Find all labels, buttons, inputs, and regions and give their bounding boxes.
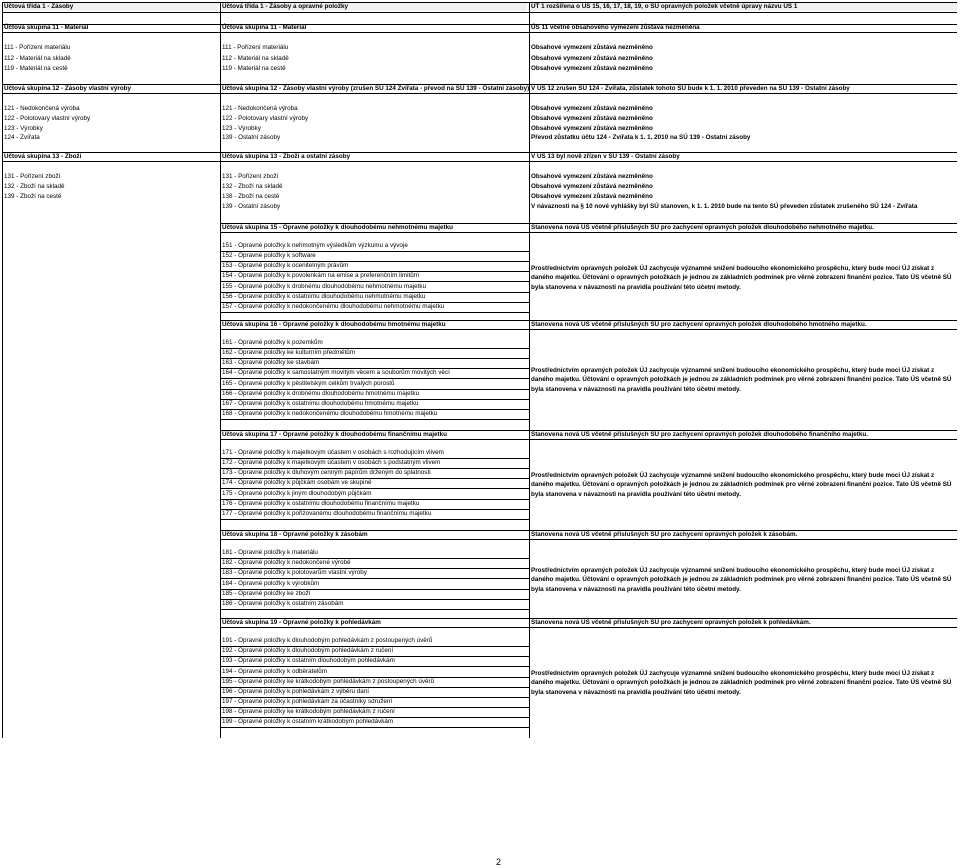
group-item: 191 - Opravné položky k dlouhodobým pohledávkám z postoupených úvěrů [222, 637, 433, 644]
s11-col3: ÚS 11 včetně obsahového vymezení zůstává nezměněna [531, 24, 700, 31]
group-item-line [220, 312, 529, 313]
header-col3: ÚT 1 rozšířena o ÚS 15, 16, 17, 18, 19, o SÚ opravných položek včetně úpravy názvu ÚS 1 [531, 3, 957, 11]
s13-r2-c3: Obsahové vymezení zůstává nezměněno [531, 193, 653, 200]
group-item: 184 - Opravné položky k výrobkům [222, 579, 320, 587]
s12-r0-c2: 121 - Nedokončená výroba [222, 105, 298, 112]
group-title-line [220, 439, 957, 440]
group-note: Stanovena nová ÚS včetně příslušných SÚ pro zachycení opravných položek dlouhodobého nehmotného majetku. [531, 224, 874, 231]
group-item: 163 - Opravné položky ke stavbám [222, 359, 320, 367]
s11-r0-c3: Obsahové vymezení zůstává nezměněno [531, 44, 653, 51]
group-note: Stanovena nová ÚS včetně příslušných SÚ pro zachycení opravných položek dlouhodobého finančního majetku. [531, 431, 868, 438]
s12-r1-c1: 122 - Polotovary vlastní výroby [4, 115, 91, 122]
s12-r1-c3: Obsahové vymezení zůstává nezměněno [531, 115, 653, 122]
group-explanation: Prostřednictvím opravných položek ÚJ zachycuje významné snížení budoucího ekonomického prospěchu, který bude moci ÚJ získat z daného majetku. Účtování o opravných položkách je jednou ze základních podmínek pro věrné zobrazení finanční pozice. Tato ÚS včetně SÚ byla stanovena v návaznosti na pravidla používání této účetní metody. [531, 471, 952, 498]
group-item: 167 - Opravné položky k ostatnímu dlouhodobému hmotnému majetku [222, 399, 419, 407]
group-item: 161 - Opravné položky k pozemkům [222, 339, 323, 346]
s13-r2-c2: 138 - Zboží na cestě [222, 193, 280, 200]
group-item: 182 - Opravné položky k nedokončené výrobě [222, 559, 351, 567]
s11-col1: Účtová skupina 11 - Materiál [4, 24, 89, 31]
s13-r3-c2: 139 - Ostatní zásoby [222, 203, 281, 210]
header-col2: Účtová třída 1 - Zásoby a opravné položky [222, 3, 527, 11]
header-bottom-line [2, 12, 957, 13]
group-note: Stanovena nová ÚS včetně příslušných SÚ pro zachycení opravných položek k zásobám. [531, 531, 798, 538]
s13-r0-c2: 131 - Pořízení zboží [222, 173, 279, 180]
s11-col2: Účtová skupina 11 - Materiál [222, 24, 307, 31]
s12-r2-c3: Obsahové vymezení zůstává nezměněno [531, 125, 653, 132]
group-item: 155 - Opravné položky k drobnému dlouhodobému nehmotnému majetku [222, 282, 427, 290]
group-item: 197 - Opravné položky k pohledávkám za účastníky sdružení [222, 697, 393, 705]
group-item: 166 - Opravné položky k drobnému dlouhodobému hmotnému majetku [222, 389, 420, 397]
group-item: 193 - Opravné položky k ostatním dlouhodobým pohledávkám [222, 657, 395, 665]
group-item: 172 - Opravné položky k majetkovým účastem v osobách s podstatným vlivem [222, 459, 441, 467]
s11-r1-c3: Obsahové vymezení zůstává nezměněno [531, 55, 653, 62]
group-title-line [220, 627, 957, 628]
s11-r2-c3: Obsahové vymezení zůstává nezměněno [531, 65, 653, 72]
group-item: 157 - Opravné položky k nedokončenému dlouhodobému nehmotnému majetku [222, 302, 445, 310]
s11-r2-c1: 119 - Materiál na cestě [4, 65, 68, 72]
group-item: 164 - Opravné položky k samostatným movitým věcem a souborům movitých věcí [222, 369, 450, 377]
s11-r0-c2: 111 - Pořízení materiálu [222, 44, 289, 51]
s12-col1: Účtová skupina 12 - Zásoby vlastní výroby [4, 85, 132, 92]
group-item: 153 - Opravné položky k ocenitelným právům [222, 262, 349, 270]
group-item: 162 - Opravné položky ke kulturním předmětům [222, 349, 355, 357]
s12-col3: V ÚS 12 zrušen SÚ 124 - Zvířata, zůstatek tohoto SÚ bude k 1. 1. 2010 převeden na SÚ 139 - Ostatní zásoby [531, 85, 850, 92]
group-item: 186 - Opravné položky k ostatním zásobám [222, 599, 344, 607]
group-item: 185 - Opravné položky ke zboží [222, 589, 311, 597]
s13-r2-c1: 139 - Zboží na cestě [4, 193, 62, 200]
s11-r1-c1: 112 - Materiál na skladě [4, 55, 71, 62]
group-item-line [220, 727, 529, 728]
group-item-line [220, 519, 529, 520]
s11-r1-c2: 112 - Materiál na skladě [222, 55, 289, 62]
s12-r2-c2: 123 - Výrobky [222, 125, 261, 132]
s12-r3-c2: 139 - Ostatní zásoby [222, 134, 281, 141]
group-item: 174 - Opravné položky k půjčkám osobám ve skupině [222, 479, 372, 487]
s13-r1-c2: 132 - Zboží na skladě [222, 183, 283, 190]
group-item: 199 - Opravné položky k ostatním krátkodobým pohledávkám [222, 718, 394, 726]
s11-r2-c2: 119 - Materiál na cestě [222, 65, 286, 72]
group-item: 183 - Opravné položky k polotovarům vlastní výroby [222, 569, 367, 577]
s13-r0-c3: Obsahové vymezení zůstává nezměněno [531, 173, 653, 180]
group-title: Účtová skupina 15 - Opravné položky k dlouhodobému nehmotnému majetku [222, 224, 453, 231]
group-explanation: Prostřednictvím opravných položek ÚJ zachycuje významné snížení budoucího ekonomického prospěchu, který bude moci ÚJ získat z daného majetku. Účtování o opravných položkách je jednou ze základních podmínek pro věrné zobrazení finanční pozice. Tato ÚS včetně SÚ byla stanovena v návaznosti na pravidla používání této účetní metody. [531, 669, 952, 696]
s13-r3-c3: V návaznosti na § 10 nové vyhlášky byl SÚ stanoven, k 1. 1. 2010 bude na tento SÚ převeden zůstatek zrušeného SÚ 124 - Zvířata [531, 203, 918, 210]
s13-col2: Účtová skupina 13 - Zboží a ostatní zásoby [222, 153, 351, 160]
group-title: Účtová skupina 18 - Opravné položky k zásobám [222, 531, 368, 538]
group-item: 165 - Opravné položky k pěstitelským celkům trvalých porostů [222, 379, 395, 387]
group-title: Účtová skupina 17 - Opravné položky k dlouhodobému finančnímu majetku [222, 431, 447, 438]
group-item-line [220, 609, 529, 610]
group-item: 194 - Opravné položky k odběratelům [222, 667, 328, 675]
s13-r1-c1: 132 - Zboží na skladě [4, 183, 65, 190]
group-title-line [220, 232, 957, 233]
group-explanation: Prostřednictvím opravných položek ÚJ zachycuje významné snížení budoucího ekonomického prospěchu, který bude moci ÚJ získat z daného majetku. Účtování o opravných položkách je jednou ze základních podmínek pro věrné zobrazení finanční pozice. Tato ÚS včetně SÚ byla stanovena v návaznosti na pravidla používání této účetní metody. [531, 264, 952, 291]
group-item: 154 - Opravné položky k povolenkám na emise a preferenčním limitům [222, 272, 420, 280]
page-number: 2 [496, 857, 502, 867]
s12-r3-c1: 124 - Zvířata [4, 134, 40, 141]
s13-col3: V ÚS 13 byl nově zřízen v SÚ 139 - Ostatní zásoby [531, 153, 680, 160]
group-item: 177 - Opravné položky k pořizovanému dlouhodobému finančnímu majetku [222, 509, 432, 517]
group-item: 156 - Opravné položky k ostatnímu dlouhodobému nehmotnému majetku [222, 292, 426, 300]
group-item: 198 - Opravné položky ke krátkodobým pohledávkám z ručení [222, 708, 395, 715]
col-line-left [2, 2, 3, 738]
header-col1: Účtová třída 1 - Zásoby [4, 3, 218, 11]
group-item: 173 - Opravné položky k dluhovým cenným papírům drženým do splatnosti [222, 469, 431, 477]
s12-r1-c2: 122 - Polotovary vlastní výroby [222, 115, 309, 122]
group-note: Stanovena nová ÚS včetně příslušných SÚ pro zachycení opravných položek dlouhodobého hmotného majetku. [531, 321, 867, 328]
group-explanation: Prostřednictvím opravných položek ÚJ zachycuje významné snížení budoucího ekonomického prospěchu, který bude moci ÚJ získat z daného majetku. Účtování o opravných položkách je jednou ze základních podmínek pro věrné zobrazení finanční pozice. Tato ÚS včetně SÚ byla stanovena v návaznosti na pravidla používání této účetní metody. [531, 366, 952, 393]
group-note: Stanovena nová ÚS včetně příslušných SÚ pro zachycení opravných položek k pohledávkám. [531, 619, 811, 626]
s11-r0-c1: 111 - Pořízení materiálu [4, 44, 71, 51]
s12-r0-c1: 121 - Nedokončená výroba [4, 105, 80, 112]
group-title-line [220, 329, 957, 330]
group-item: 176 - Opravné položky k ostatnímu dlouhodobému finančnímu majetku [222, 499, 420, 507]
group-item: 151 - Opravné položky k nehmotným výsledkům výzkumu a vývoje [222, 242, 408, 249]
s12-r3-c3: Převod zůstatku účtu 124 - Zvířata k 1. 1. 2010 na SÚ 139 - Ostatní zásoby [531, 134, 751, 141]
group-explanation: Prostřednictvím opravných položek ÚJ zachycuje významné snížení budoucího ekonomického prospěchu, který bude moci ÚJ získat z daného majetku. Účtování o opravných položkách je jednou ze základních podmínek pro věrné zobrazení finanční pozice. Tato ÚS včetně SÚ byla stanovena v návaznosti na pravidla používání této účetní metody. [531, 566, 952, 593]
group-item: 192 - Opravné položky k dlouhodobým pohledávkám z ručení [222, 647, 394, 655]
group-item: 195 - Opravné položky ke krátkodobým pohledávkám z postoupených úvěrů [222, 677, 435, 685]
s12-r0-c3: Obsahové vymezení zůstává nezměněno [531, 105, 653, 112]
group-title: Účtová skupina 19 - Opravné položky k pohledávkám [222, 619, 381, 626]
group-item: 175 - Opravné položky k jiným dlouhodobým půjčkám [222, 489, 372, 497]
group-item: 171 - Opravné položky k majetkovým účastem v osobách s rozhodujícím vlivem [222, 449, 444, 456]
group-item: 152 - Opravné položky k software [222, 252, 316, 260]
s12-col2: Účtová skupina 12 - Zásoby vlastní výroby (zrušen SÚ 124 Zvířata - převod na SÚ 139 - Ostatní zásoby) [222, 85, 530, 92]
s13-r0-c1: 131 - Pořízení zboží [4, 173, 61, 180]
group-item-line [220, 419, 529, 420]
s13-r1-c3: Obsahové vymezení zůstává nezměněno [531, 183, 653, 190]
group-title: Účtová skupina 16 - Opravné položky k dlouhodobému hmotnému majetku [222, 321, 446, 328]
s13-col1: Účtová skupina 13 - Zboží [4, 153, 82, 160]
group-item: 196 - Opravné položky k pohledávkám z výběru daní [222, 687, 370, 695]
s12-r2-c1: 123 - Výrobky [4, 125, 43, 132]
group-item: 181 - Opravné položky k materiálu [222, 549, 318, 556]
group-title-line [220, 539, 957, 540]
group-item: 168 - Opravné položky k nedokončenému dlouhodobému hmotnému majetku [222, 410, 438, 418]
